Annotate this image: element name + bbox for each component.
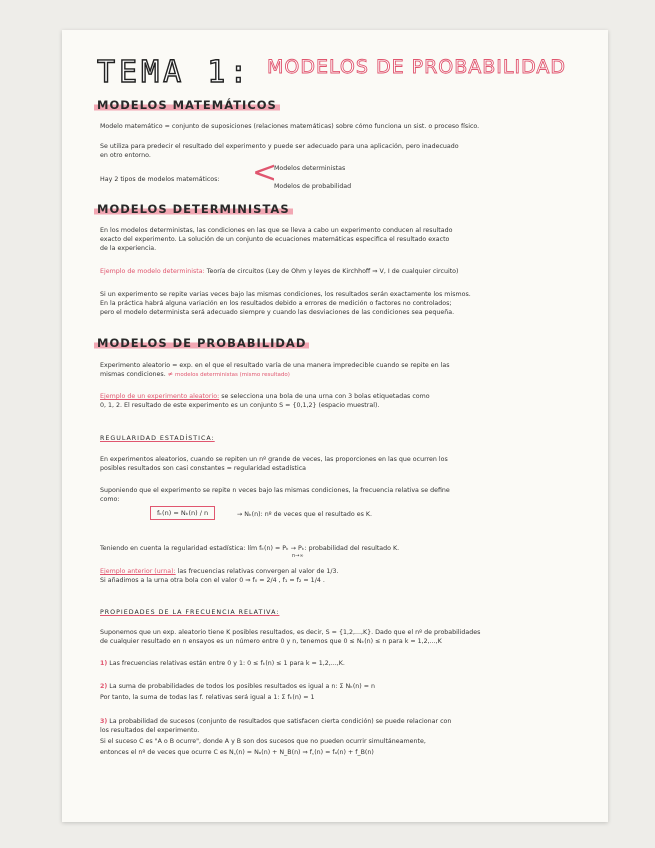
property-1: [100, 659, 345, 668]
heading-propiedades: PROPIEDADES DE LA FRECUENCIA RELATIVA:: [100, 609, 280, 616]
example-line: [100, 392, 430, 401]
property-text: La probabilidad de sucesos (conjunto de resultados que satisfacen cierta condición) se puede relacionar con: [109, 718, 452, 725]
relative-frequency-formula: fₖ(n) = Nₖ(n) / n: [150, 506, 215, 520]
text-fragment: mismas condiciones.: [100, 371, 166, 378]
example-label: Ejemplo de modelo determinista:: [100, 268, 205, 275]
text-line: Si un experimento se repite varias veces bajo las mismas condiciones, los resultados serán exactamente los mismos.: [100, 291, 471, 298]
text-line: Si el suceso C es "A o B ocurre", donde A y B son dos sucesos que no pueden ocurrir simultáneamente,: [100, 738, 426, 745]
model-type: Modelos de probabilidad: [274, 183, 352, 190]
text-line: como:: [100, 496, 120, 503]
heading-modelos-probabilidad: MODELOS DE PROBABILIDAD: [94, 336, 309, 350]
example-label: Ejemplo de un experimento aleatorio:: [100, 393, 220, 400]
text-line: Modelo matemático = conjunto de suposiciones (relaciones matemáticas) sobre cómo funciona un sist. o proceso físico.: [100, 123, 480, 130]
model-type: Modelos deterministas: [274, 165, 346, 172]
text-line: en otro entorno.: [100, 152, 151, 159]
text-line: Teniendo en cuenta la regularidad estadística: lím fₖ(n) = Pₖ → Pₖ: probabilidad del resultado K.: [100, 545, 400, 552]
title-main: MODELOS DE PROBABILIDAD: [267, 56, 567, 78]
text-line: exacto del experimento. La solución de un conjunto de ecuaciones matemáticas especifica el resultado exacto: [100, 236, 450, 243]
property-number: 2): [100, 683, 108, 690]
text-line: posibles resultados son casi constantes = regularidad estadística: [100, 465, 307, 472]
brace-icon: <: [252, 155, 278, 190]
text-line: los resultados del experimento.: [100, 727, 200, 734]
heading-modelos-matematicos: MODELOS MATEMÁTICOS: [94, 98, 280, 112]
example-text: se selecciona una bola de una urna con 3 bolas etiquetadas como: [221, 393, 430, 400]
text-line: de cualquier resultado en n ensayos es un número entre 0 y n, tenemos que 0 ≤ Nₖ(n) ≤ n para k = 1,2,...,K: [100, 638, 442, 645]
heading-modelos-deterministas: MODELOS DETERMINISTAS: [94, 202, 293, 216]
notebook-page: [62, 30, 608, 822]
example-text: las frecuencias relativas convergen al valor de 1/3.: [177, 568, 339, 575]
example-line: [100, 267, 459, 276]
property-2: [100, 682, 375, 691]
example-text: Teoría de circuitos (Ley de Ohm y leyes de Kirchhoff ⇒ V, I de cualquier circuito): [206, 268, 459, 275]
example-label: Ejemplo anterior (urna):: [100, 568, 176, 575]
example-line: [100, 567, 338, 576]
property-text: La suma de probabilidades de todos los posibles resultados es igual a n: Σ Nₖ(n) = n: [109, 683, 376, 690]
text-line: 0, 1, 2. El resultado de este experimento es un conjunto S = {0,1,2} (espacio muestral).: [100, 402, 380, 409]
text-line: Se utiliza para predecir el resultado del experimento y puede ser adecuado para una aplicación, pero inadecuado: [100, 143, 459, 150]
property-text: Las frecuencias relativas están entre 0 y 1: 0 ≤ fₖ(n) ≤ 1 para k = 1,2,...,K.: [109, 660, 345, 667]
text-line: Experimento aleatorio = exp. en el que el resultado varía de una manera impredecible cuando se repite en las: [100, 362, 450, 369]
text-line: Por tanto, la suma de todas las f. relativas será igual a 1: Σ fₖ(n) = 1: [100, 694, 315, 701]
text-line: entonces el nº de veces que ocurre C es N꜀(n) = Nₐ(n) + N_B(n) ⇒ f꜀(n) = fₐ(n) + f_B(n): [100, 749, 374, 756]
text-line: [100, 370, 290, 380]
text-line: Hay 2 tipos de modelos matemáticos:: [100, 176, 220, 183]
text-line: de la experiencia.: [100, 245, 157, 252]
property-3: [100, 717, 451, 726]
arrow-icon: ≠: [167, 371, 173, 378]
limit-subscript: n→∞: [292, 553, 304, 559]
property-number: 1): [100, 660, 108, 667]
property-number: 3): [100, 718, 108, 725]
text-line: Suponemos que un exp. aleatorio tiene K posibles resultados, es decir, S = {1,2,...,K}. Dado que el nº de probabilidades: [100, 629, 481, 636]
text-line: En los modelos deterministas, las condiciones en las que se lleva a cabo un experimento conducen al resultado: [100, 227, 453, 234]
heading-regularidad: REGULARIDAD ESTADÍSTICA:: [100, 435, 215, 442]
text-line: En experimentos aleatorios, cuando se repiten un nº grande de veces, las proporciones en las que ocurren los: [100, 456, 448, 463]
text-line: Suponiendo que el experimento se repite n veces bajo las mismas condiciones, la frecuencia relativa se define: [100, 487, 450, 494]
text-line: En la práctica habrá alguna variación en los resultados debido a errores de medición o factores no controlados;: [100, 300, 452, 307]
text-line: pero el modelo determinista será adecuado siempre y cuando las desviaciones de las condiciones sea pequeña.: [100, 309, 455, 316]
text-line: Si añadimos a la urna otra bola con el valor 0 ⇒ f₀ = 2/4 , f₁ = f₂ = 1/4 .: [100, 577, 325, 584]
title-prefix: TEMA 1:: [97, 55, 252, 90]
formula-note: → Nₖ(n): nº de veces que el resultado es K.: [237, 511, 373, 518]
note: modelos deterministas (mismo resultado): [175, 372, 290, 378]
